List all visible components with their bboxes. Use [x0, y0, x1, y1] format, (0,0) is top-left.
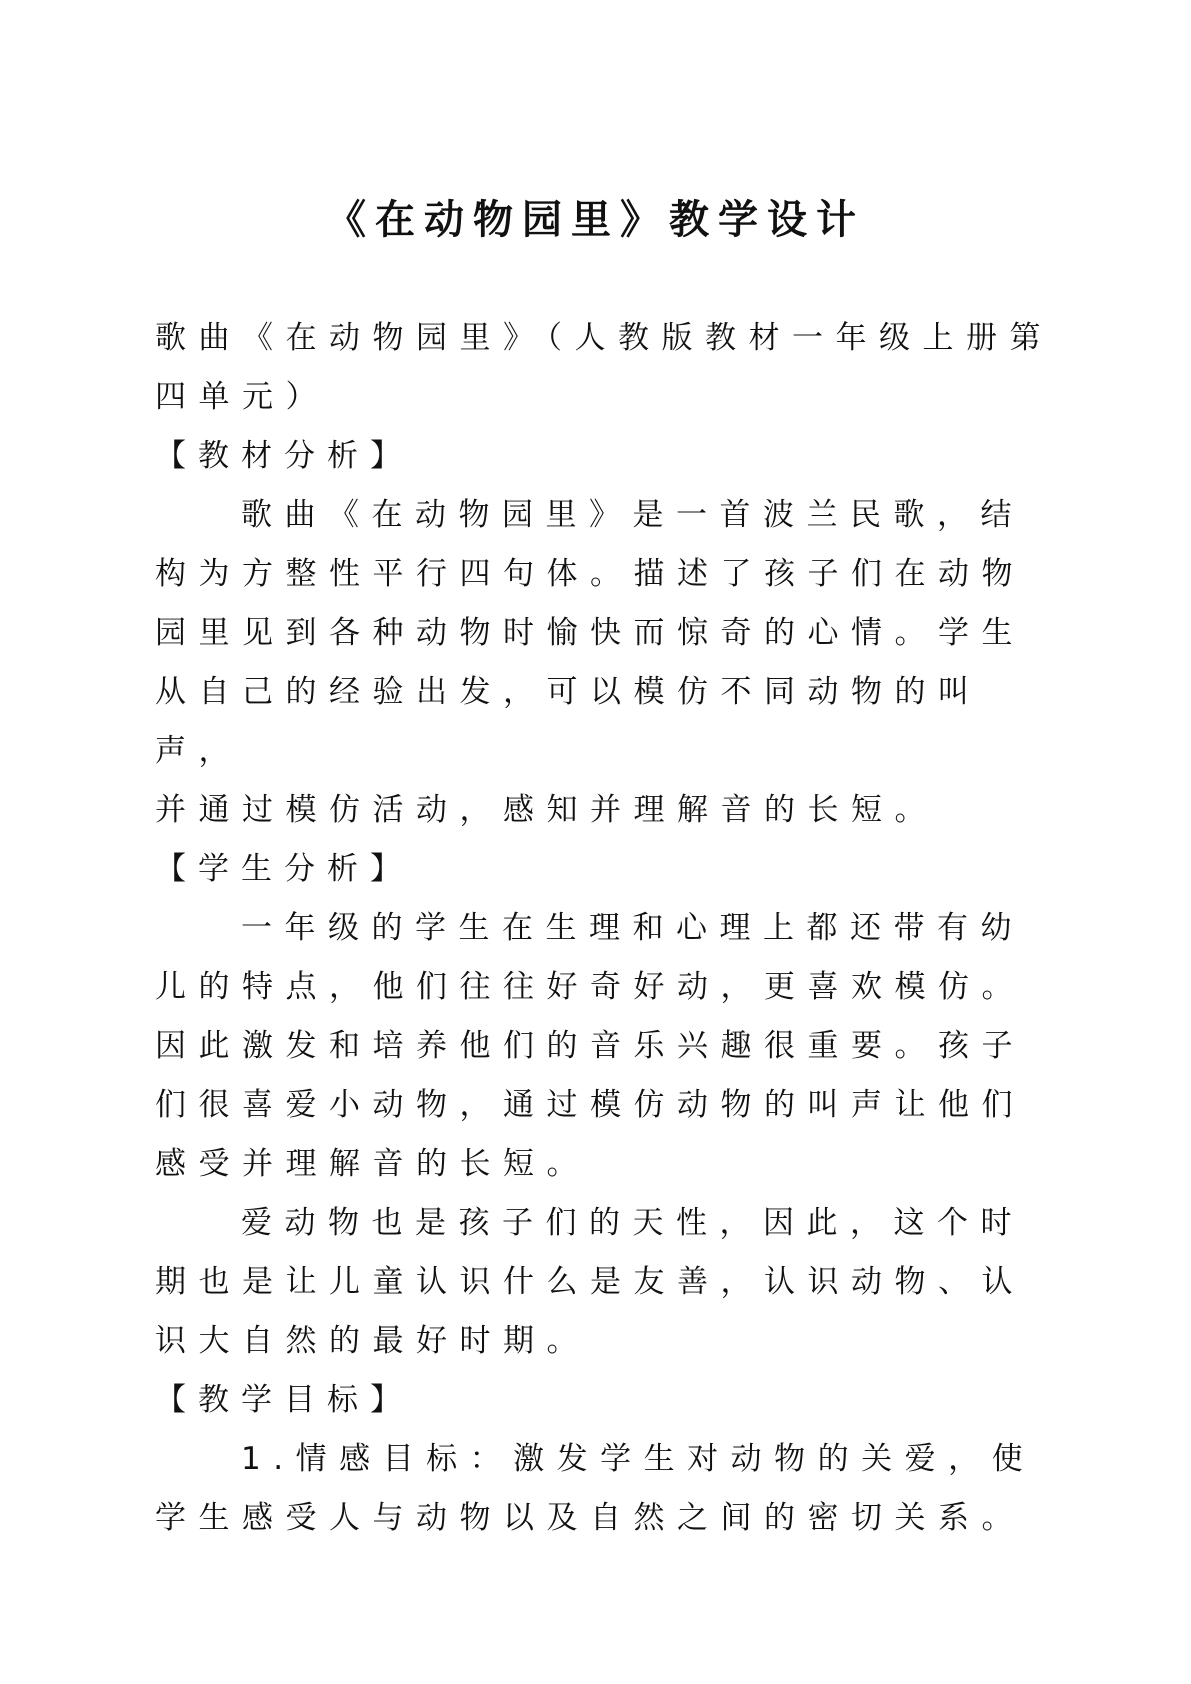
section-heading-student-analysis: 【学生分析】: [155, 851, 413, 887]
paragraph: 歌曲《在动物园里》是一首波兰民歌，结构为方整性平行四句体。描述了孩子们在动物园里见到各种动物时愉快而惊奇的心情。学生从自己的经验出发，可以模仿不同动物的叫声，: [155, 497, 1025, 769]
paragraph: 1.情感目标：激发学生对动物的关爱，使学生感受人与动物以及自然之间的密切关系。: [155, 1441, 1036, 1536]
document-title: 《在动物园里》教学设计: [326, 197, 865, 243]
document-subtitle: 歌曲《在动物园里》（人教版教材一年级上册第四单元）: [155, 320, 1053, 415]
section-heading-textbook-analysis: 【教材分析】: [155, 438, 413, 474]
section-heading-teaching-goals: 【教学目标】: [155, 1382, 413, 1418]
document-body: [155, 309, 1065, 1548]
paragraph: 爱动物也是孩子们的天性，因此，这个时期也是让儿童认识什么是友善，认识动物、认识大自然的最好时期。: [155, 1205, 1025, 1359]
paragraph: 并通过模仿活动，感知并理解音的长短。: [155, 792, 938, 828]
paragraph: 一年级的学生在生理和心理上都还带有幼儿的特点，他们往往好奇好动，更喜欢模仿。因此激发和培养他们的音乐兴趣很重要。孩子们很喜爱小动物，通过模仿动物的叫声让他们感受并理解音的长短。: [155, 910, 1025, 1182]
